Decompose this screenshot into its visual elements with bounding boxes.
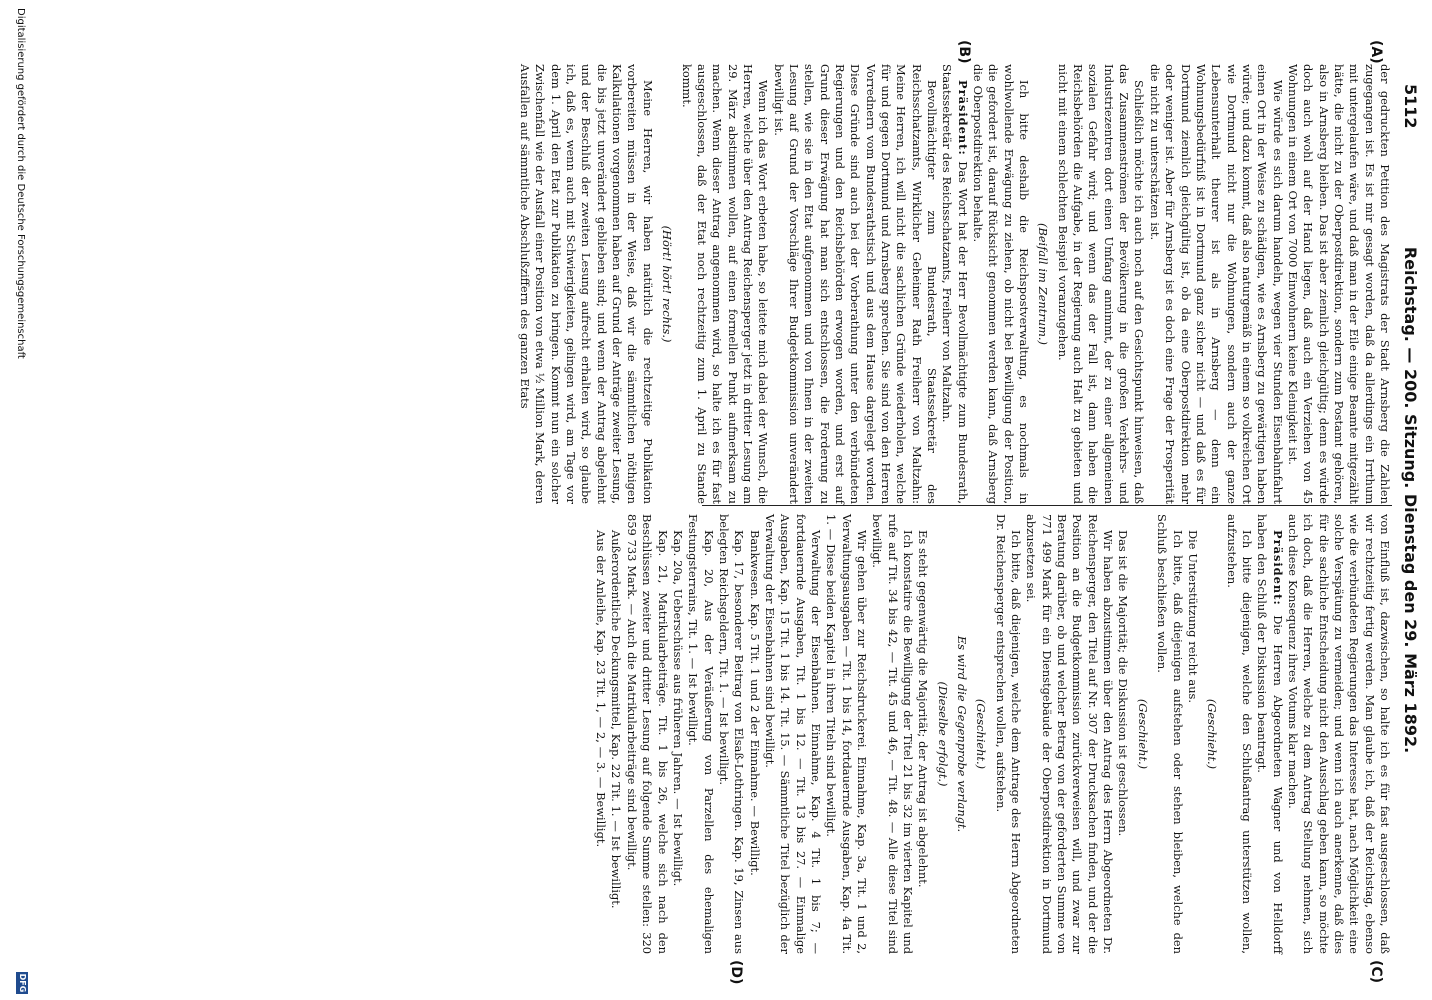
speaker-label: Präsident:: [955, 80, 970, 156]
digitization-credit: Digitalisierung gefördert durch die Deutsche Forschungsgemeinschaft: [15, 8, 26, 359]
budget-item: Aus der Anleihe, Kap. 23 Tit. 1, — 2, — 3. — Bewilligt.: [594, 530, 609, 848]
budget-item: Außerordentliche Deckungsmittel, Kap. 22 Tit. 1. — Ist bewilligt.: [609, 530, 624, 909]
paragraph: Das ist die Majorität; die Diskussion ist geschlossen.: [1116, 530, 1131, 837]
margin-marker-b: (B): [956, 40, 972, 64]
budget-item: Ich konstatire die Bewilligung der Titel 21 bis 32 im vierten Kapitel und rufe auf Tit. 34 bis 42, — Tit. 45 und 46, — Tit. 48. — Alle diese Titel sind bewilligt.: [870, 514, 916, 954]
president-paragraph: [1254, 514, 1285, 954]
paragraph: Die Unterstützung reicht aus.: [1185, 530, 1200, 703]
paragraph: Ich bitte, daß diejenigen, welche dem Antrage des Herrn Abgeordneten Dr. Reichensperger entsprechen wollen, aufstehen.: [993, 514, 1024, 954]
budget-item: Kap. 17, besonderer Beitrag von Elsaß-Lothringen. Kap. 19, Zinsen aus belegten Reichsgeldern, Tit. 1. — Ist bewilligt.: [716, 514, 747, 954]
budget-item: Wir gehen über zur Reichsdruckerei. Einnahme, Kap. 3a, Tit. 1 und 2, Verwaltungsausgaben — Tit. 1 bis 14, fortdauernde Ausgaben, Kap. 4a Tit. 1. — Diese beiden Kapitel in ihren Titeln sind bewilligt.: [824, 514, 869, 954]
stage-direction: (Dieselbe erfolgt.): [935, 681, 950, 787]
paragraph: Ich bitte diejenigen, welche den Schlußantrag unterstützen wollen, aufzustehen.: [1224, 514, 1254, 954]
margin-marker-a: (A): [1368, 40, 1384, 64]
budget-item: Bankwesen. Kap. 5 Tit. 1 und 2 der Einnahme. — Bewilligt.: [747, 530, 762, 876]
speaker-text: Die Herren Abgeordneten Wagner und von Helldorff haben den Schluß der Diskussion beantragt.: [1255, 514, 1285, 955]
speech-paragraph: Wenn ich das Wort erbeten habe, so leitete mich dabei der Wunsch, die Herren, welche über den Antrag Reichensperger jetzt in dritter Lesung am 29. März abstimmen wollen, auf einen formellen Punkt aufmerksam zu machen. Wenn dieser Antrag angenommen wird, so halte ich es für fast ausgeschlossen, daß der Etat noch rechtzeitig zum 1. April zu Stande kommt.: [679, 64, 771, 504]
speech-paragraph: Meine Herren, wir haben natürlich die rechtzeitige Publikation vorbereiten müssen in der Weise, daß wir die sämmtlichen nöthigen Kalkulationen vorgenommen haben auf Grund der Anträge zweiter Lesung, die bis jetzt unverändert geblieben sind; und wenn der Antrag abgelehnt und der Beschluß der zweiten Lesung aufrecht erhalten wird, so glaube ich, daß es, wenn auch mit Schwierigkeiten, gelingen wird, am Tage vor dem 1. April den Etat zur Publikation zu bringen. Kommt nun ein solcher Zwischenfall wie der Ausfall einer Position von etwa ½ Million Mark, deren Ausfallen auf sämmtliche Abschlußziffern des ganzen Etats: [518, 64, 655, 504]
stage-direction: (Hört! hört! rechts.): [660, 225, 675, 343]
speaker-label: Präsident:: [1270, 530, 1285, 606]
paragraph: Ich bitte, daß diejenigen aufstehen oder stehen bleiben, welche den Schluß beschließen wollen.: [1155, 514, 1185, 954]
speech-paragraph: Bevollmächtigter zum Bundesrath, Staatssekretär des Reichsschatzamts, Wirklicher Geheimer Rath Freiherr von Maltzahn: Meine Herren, ich will nicht die sachlichen Gründe wiederholen, welche für und gegen Dortmund und Arnsberg sprechen. Sie sind von den Herren Vorrednern vom Bundesrathstisch und aus dem Hause dargelegt worden. Diese Gründe sind auch bei der Vorberathung unter den verbündeten Regierungen und den Reichsbehörden erwogen worden, und erst auf Grund dieser Erwägung hat man sich entschlossen, die Forderung zu stellen, wie sie in den Etat aufgenommen und von Ihnen in der zweiten Lesung auf Grund der Vorschläge Ihrer Budgetkommission unverändert bewilligt ist.: [771, 64, 940, 504]
margin-marker-d: (D): [728, 960, 744, 985]
right-column: [593, 514, 1392, 954]
stage-direction: (Geschieht.): [1135, 698, 1150, 770]
budget-item: Kap. 20a, Ueberschüsse aus früheren Jahren. — Ist bewilligt.: [670, 530, 685, 887]
column-divider: [702, 505, 1392, 506]
stage-direction: (Geschieht.): [1205, 698, 1220, 770]
paragraph: Ich bitte deshalb die Reichspostverwaltung, es nochmals in wohlwollende Erwägung zu ziehen, ob nicht bei Bewilligung der Position, die gefordert ist, darauf Rücksicht genommen werden kann, daß Arnsberg die Oberpostdirektion behalte.: [971, 64, 1032, 504]
paragraph: Schließlich möchte ich auch noch auf den Gesichtspunkt hinweisen, daß das Zusammenströmen der Bevölkerung in die großen Verkehrs- und Industriezentren dort einen Umfang annimmt, der zu einer allgemeinen sozialen Gefahr wird; und wenn das der Fall ist, dann haben die Reichsbehörden die Aufgabe, in der Regierung auch Halt zu gebieten und nicht mit einem schlechten Beispiel voranzugehen.: [1055, 64, 1147, 504]
stage-direction: (Beifall im Zentrum.): [1036, 223, 1051, 345]
budget-item: Kap. 20, Aus der Veräußerung von Parzellen des ehemaligen Festungsterrains, Tit. 1. — Ist bewilligt.: [686, 514, 716, 954]
stage-direction: (Geschieht.): [974, 698, 989, 770]
paragraph: von Einfluß ist, dazwischen, so halte ich es für fast ausgeschlossen, daß wir rechtzeitig fertig werden. Man glaube ich, daß der Reichstag, ebenso wie die verbündeten Regierungen das Interesse hat, nach Möglichkeit eine solche Verspätung zu vermeiden; und wenn ich auch anerkenne, daß dies für die sachliche Entscheidung nicht den Ausschlag geben kann, so möchte ich doch, daß die Herren, welche zu dem Antrag Stellung nehmen, sich auch diese Konsequenz ihres Votums klar machen.: [1285, 514, 1392, 954]
speaker-text: Das Wort hat der Herr Bevollmächtigte zum Bundesrath, Staatssekretär des Reichsschatzamts, Freiherr von Maltzahn.: [940, 64, 970, 504]
dfg-logo: DFG: [18, 973, 27, 993]
page-number: 5112: [1401, 84, 1420, 129]
page-header: [1396, 0, 1426, 1000]
paragraph: Wie würde es sich darum handeln, wegen vier Stunden Eisenbahnfahrt einen Ort in der Weise zu schädigen, wie es Arnsberg zu gewärtigen haben würde; und dazu kommt, daß also naturgemäß in einem so volkreichen Ort wie Dortmund nicht nur die Wohnungen, sondern auch der ganze Lebensunterhalt theurer ist als in Arnsberg — denn ein Wohnungsbedürfniß ist in Dortmund ganz sicher nicht — und daß es für Dortmund ziemlich gleichgültig ist, ob da eine Oberpostdirektion mehr oder weniger ist. Aber für Arnsberg ist es doch eine Frage der Prosperität die nicht zu unterschätzen ist.: [1147, 64, 1285, 504]
running-title: Reichstag. — 200. Sitzung. Dienstag den 29. März 1892.: [1401, 246, 1420, 754]
budget-item: Kap. 21, Matrikularbeiträge. Tit. 1 bis 26, welche sich nach den Beschlüssen zweiter und dritter Lesung auf folgende Summe stellen: 320 859 733 Mark. — Auch die Matrikularbeiträge sind bewilligt.: [624, 514, 670, 954]
president-paragraph: [939, 64, 970, 504]
margin-marker-c: (C): [1368, 960, 1384, 984]
paragraph: der gedruckten Petition des Magistrats der Stadt Arnsberg die Zahlen zugegangen ist. Es ist mir gesagt worden, daß da allerdings ein Irrthum mit untergelaufen wäre, und daß man in der Eile einige Beamte mitgezählt hätte, die nicht zu der Oberpostdirektion, sondern zum Postamt gehören, also in Arnsberg bleiben. Das ist aber ziemlich gleichgültig; denn es würde doch auch wohl auf der Hand liegen, daß auch ein Verziehen von 45 Wohnungen in einem Ort von 7000 Einwohnern keine Kleinigkeit ist.: [1285, 64, 1392, 504]
budget-item: Verwaltung der Eisenbahnen. Einnahme, Kap. 4 Tit. 1 bis 7; — fortdauernde Ausgaben, Tit. 1 bis 12. — Tit. 13 bis 27. — Einmalige Ausgaben, Kap. 15 Tit. 1 bis 14. Tit. 15. — Sämmtliche Titel bezüglich der Verwaltung der Eisenbahnen sind bewilligt.: [762, 514, 823, 954]
page-footer: [6, 0, 36, 1000]
stage-direction: Es wird die Gegenprobe verlangt.: [955, 635, 970, 833]
left-column: [517, 64, 1392, 504]
paragraph: Es steht gegenwärtig die Majorität; der Antrag ist abgelehnt.: [916, 530, 931, 888]
paragraph: Wir haben abzustimmen über den Antrag des Herrn Abgeordneten Dr. Reichensperger, den Titel auf Nr. 307 der Drucksachen finden, und der die Position an die Budgetkommission zurückverweisen will, und zwar zur Beratung darüber, ob und welcher Betrag von der geforderten Summe von 771 499 Mark für ein Dienstgebäude der Oberpostdirektion in Dortmund abzusetzen sei.: [1024, 514, 1116, 954]
